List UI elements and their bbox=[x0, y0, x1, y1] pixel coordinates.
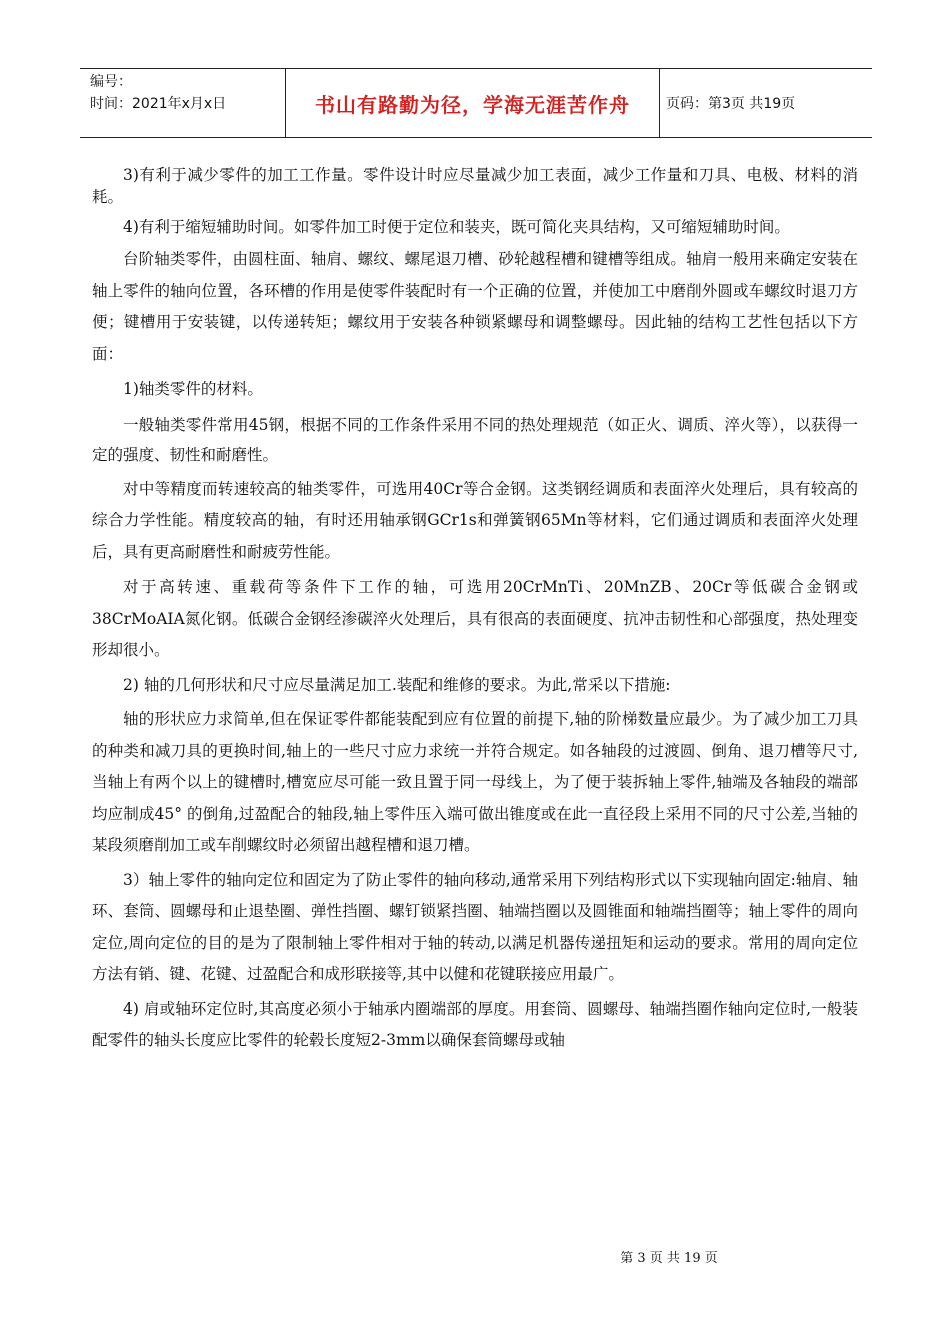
paragraph: 对中等精度而转速较高的轴类零件，可选用40Cr等合金钢。这类钢经调质和表面淬火处理后，具有较高的综合力学性能。精度较高的轴，有时还用轴承钢GCr1s和弹簧钢65Mn等材料，它们通过调质和表面淬火处理后，具有更高耐磨性和耐疲劳性能。 bbox=[92, 479, 858, 561]
page-header bbox=[80, 68, 872, 138]
paragraph: 轴的形状应力求简单,但在保证零件都能装配到应有位置的前提下,轴的阶梯数量应最少。为了减少加工刀具的种类和减刀具的更换时间,轴上的一些尺寸应力求统一并符合规定。如各轴段的过渡圆、倒角、退刀槽等尺寸,当轴上有两个以上的键槽时,槽宽应尽可能一致且置于同一母线上，为了便于装拆轴上零件,轴端及各轴段的端部均应制成45° 的倒角,过盈配合的轴段,轴上零件压入端可做出锥度或在此一直径段上采用不同的尺寸公差,当轴的某段须磨削加工或车削螺纹时必须留出越程槽和退刀槽。 bbox=[92, 710, 858, 854]
header-time-label: 时间：2021年x月x日 bbox=[90, 96, 227, 112]
header-number-label: 编号： bbox=[90, 74, 132, 90]
header-meta bbox=[80, 69, 285, 137]
paragraph: 一般轴类零件常用45钢，根据不同的工作条件采用不同的热处理规范（如正火、调质、淬火等），以获得一定的强度、韧性和耐磨性。 bbox=[92, 415, 858, 464]
document-body bbox=[92, 164, 858, 1057]
paragraph: 4)有利于缩短辅助时间。如零件加工时便于定位和装夹，既可简化夹具结构，又可缩短辅助时间。 bbox=[123, 218, 790, 236]
paragraph: 对于高转速、重载荷等条件下工作的轴，可选用20CrMnTi、20MnZB、20Cr等低碳合金钢或38CrMoAIA氮化钢。低碳合金钢经渗碳淬火处理后，具有很高的表面硬度、抗冲击韧性和心部强度，热处理变形却很小。 bbox=[92, 578, 858, 659]
header-motto: 书山有路勤为径，学海无涯苦作舟 bbox=[315, 92, 630, 117]
page-footer bbox=[0, 1247, 950, 1266]
paragraph: 3)有利于减少零件的加工工作量。零件设计时应尽量减少加工表面，减少工作量和刀具、电极、材料的消耗。 bbox=[92, 166, 858, 206]
header-page-cell bbox=[660, 69, 872, 137]
paragraph: 3）轴上零件的轴向定位和固定为了防止零件的轴向移动,通常采用下列结构形式以下实现轴向固定:轴肩、轴环、套筒、圆螺母和止退垫圈、弹性挡圈、螺钉锁紧挡圈、轴端挡圈以及圆锥面和轴端挡圈等；轴上零件的周向定位,周向定位的目的是为了限制轴上零件相对于轴的转动,以满足机器传递扭矩和运动的要求。常用的周向定位方法有销、键、花键、过盈配合和成形联接等,其中以健和花键联接应用最广。 bbox=[92, 870, 858, 983]
paragraph: 1)轴类零件的材料。 bbox=[123, 380, 263, 398]
header-page-label: 页码：第3页 共19页 bbox=[666, 96, 796, 112]
header-motto-cell bbox=[285, 69, 660, 137]
paragraph: 4) 肩或轴环定位时,其高度必须小于轴承内圈端部的厚度。用套筒、圆螺母、轴端挡圈作轴向定位时,一般装配零件的轴头长度应比零件的轮毂长度短2-3mm以确保套筒螺母或轴 bbox=[92, 999, 858, 1049]
paragraph: 台阶轴类零件，由圆柱面、轴肩、螺纹、螺尾退刀槽、砂轮越程槽和键槽等组成。轴肩一般用来确定安装在轴上零件的轴向位置，各环槽的作用是使零件装配时有一个正确的位置，并使加工中磨削外圆或车螺纹时退刀方便；键槽用于安装键，以传递转矩；螺纹用于安装各种锁紧螺母和调整螺母。因此轴的结构工艺性包括以下方面： bbox=[92, 250, 858, 363]
footer-page-number: 第 3 页 共 19 页 bbox=[620, 1251, 718, 1266]
paragraph: 2) 轴的几何形状和尺寸应尽量满足加工.装配和维修的要求。为此,常采以下措施: bbox=[123, 675, 671, 694]
